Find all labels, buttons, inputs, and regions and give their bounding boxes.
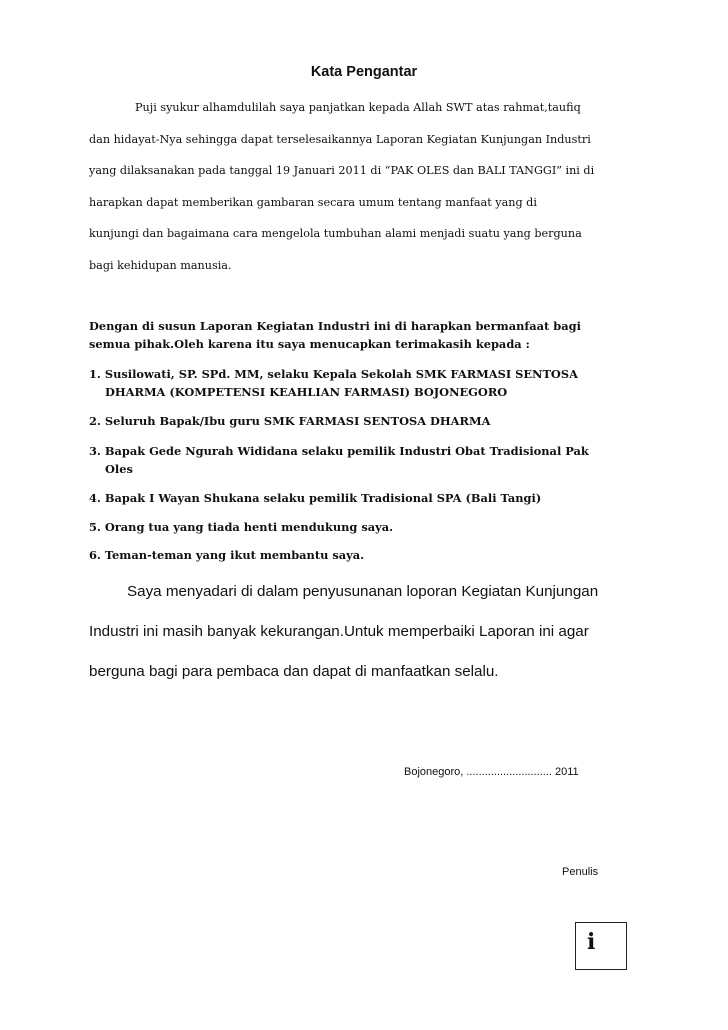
thanks-item-line: 2. Seluruh Bapak/Ibu guru SMK FARMASI SENTOSA DHARMA xyxy=(89,414,491,428)
thanks-intro xyxy=(89,318,649,353)
intro-line: dan hidayat-Nya sehingga dapat terselesaikannya Laporan Kegiatan Kunjungan Industri xyxy=(89,132,591,146)
thanks-item-line: Oles xyxy=(105,461,133,476)
place-date: Bojonegoro, ............................ 2011 xyxy=(404,766,579,778)
thanks-item-1 xyxy=(89,366,649,401)
thanks-item-line: 1. Susilowati, SP. SPd. MM, selaku Kepala Sekolah SMK FARMASI SENTOSA xyxy=(89,367,578,381)
thanks-intro-line: semua pihak.Oleh karena itu saya menucapkan terimakasih kepada : xyxy=(89,336,530,351)
page-title: Kata Pengantar xyxy=(310,64,418,80)
intro-line: bagi kehidupan manusia. xyxy=(89,258,232,272)
thanks-item-4 xyxy=(89,490,649,508)
thanks-item-line: 3. Bapak Gede Ngurah Wididana selaku pemilik Industri Obat Tradisional Pak xyxy=(89,444,589,458)
intro-line: Puji syukur alhamdulilah saya panjatkan kepada Allah SWT atas rahmat,taufiq xyxy=(135,101,581,114)
closing-line: berguna bagi para pembaca dan dapat di manfaatkan selalu. xyxy=(89,663,499,680)
intro-line: kunjungi dan bagaimana cara mengelola tumbuhan alami menjadi suatu yang berguna xyxy=(89,227,582,241)
thanks-item-5 xyxy=(89,519,649,537)
thanks-item-3 xyxy=(89,443,649,478)
page-number-box xyxy=(575,922,627,970)
closing-line: Industri ini masih banyak kekurangan.Untuk memperbaiki Laporan ini agar xyxy=(89,623,589,640)
intro-paragraph xyxy=(89,92,649,282)
thanks-item-6 xyxy=(89,547,649,565)
intro-line: yang dilaksanakan pada tanggal 19 Januari 2011 di “PAK OLES dan BALI TANGGI” ini di xyxy=(89,164,595,178)
intro-line: harapkan dapat memberikan gambaran secara umum tentang manfaat yang di xyxy=(89,195,537,209)
thanks-item-line: 6. Teman-teman yang ikut membantu saya. xyxy=(89,548,365,562)
page-number: i xyxy=(587,929,596,955)
thanks-item-2 xyxy=(89,413,649,431)
writer-label: Penulis xyxy=(562,866,599,878)
closing-paragraph xyxy=(89,572,659,692)
thanks-intro-line: Dengan di susun Laporan Kegiatan Industri ini di harapkan bermanfaat bagi xyxy=(89,319,581,333)
thanks-item-line: DHARMA (KOMPETENSI KEAHLIAN FARMASI) BOJONEGORO xyxy=(105,384,508,399)
closing-line: Saya menyadari di dalam penyusunanan loporan Kegiatan Kunjungan xyxy=(127,583,599,600)
thanks-item-line: 5. Orang tua yang tiada henti mendukung saya. xyxy=(89,520,394,534)
thanks-item-line: 4. Bapak I Wayan Shukana selaku pemilik Tradisional SPA (Bali Tangi) xyxy=(89,491,542,505)
